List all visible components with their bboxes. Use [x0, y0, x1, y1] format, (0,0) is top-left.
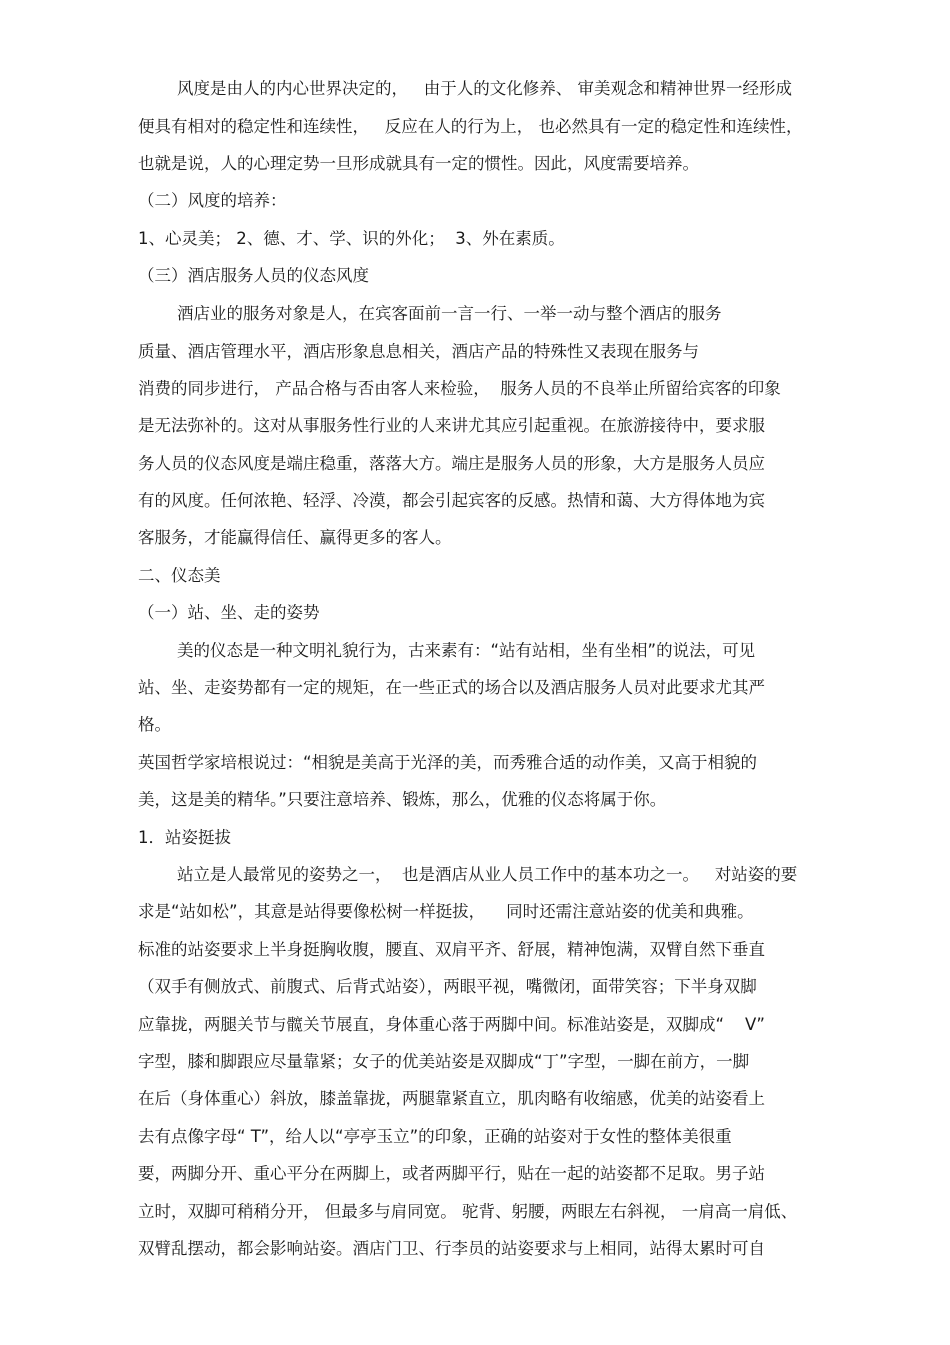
text-line: 客服务，才能赢得信任、赢得更多的客人。	[138, 528, 452, 547]
text-line: 消费的同步进行， 产品合格与否由客人来检验， 服务人员的不良举止所留给宾客的印象	[138, 379, 781, 398]
text-line: 在后（身体重心）斜放，膝盖靠拢，两腿靠紧直立，肌肉略有收缩感，优美的站姿看上	[138, 1089, 765, 1108]
section-heading: 二、仪态美	[138, 566, 221, 585]
text-line: 美，这是美的精华。”只要注意培养、锻炼，那么，优雅的仪态将属于你。	[138, 790, 667, 809]
text-line: 有的风度。任何浓艳、轻浮、冷漠，都会引起宾客的反感。热情和蔼、大方得体地为宾	[138, 491, 765, 510]
text-line: 质量、酒店管理水平，酒店形象息息相关，酒店产品的特殊性又表现在服务与	[138, 342, 699, 361]
text-line: 英国哲学家培根说过：“相貌是美高于光泽的美，而秀雅合适的动作美，又高于相貌的	[138, 753, 758, 772]
text-line: 标准的站姿要求上半身挺胸收腹，腰直、双肩平齐、舒展，精神饱满，双臂自然下垂直	[138, 940, 765, 959]
text-line: 格。	[138, 715, 171, 734]
text-line: 应靠拢，两腿关节与髋关节展直，身体重心落于两脚中间。标准站姿是，双脚成“ V”	[138, 1015, 765, 1034]
section-heading: 1．站姿挺拔	[138, 828, 231, 847]
text-line: 风度是由人的内心世界决定的， 由于人的文化修养、 审美观念和精神世界一经形成	[177, 79, 792, 98]
text-line: 双臂乱摆动，都会影响站姿。酒店门卫、行李员的站姿要求与上相同，站得太累时可自	[138, 1239, 765, 1258]
text-line: 站立是人最常见的姿势之一， 也是酒店从业人员工作中的基本功之一。 对站姿的要	[177, 865, 798, 884]
text-line: 字型，膝和脚跟应尽量靠紧；女子的优美站姿是双脚成“丁”字型，一脚在前方，一脚	[138, 1052, 750, 1071]
text-line: （双手有侧放式、前腹式、后背式站姿），两眼平视，嘴微闭，面带笑容；下半身双脚	[138, 977, 757, 996]
text-line: 站、坐、走姿势都有一定的规矩，在一些正式的场合以及酒店服务人员对此要求尤其严	[138, 678, 765, 697]
section-heading: （二）风度的培养：	[138, 191, 287, 210]
text-line: 1、心灵美； 2、德、才、学、识的外化； 3、外在素质。	[138, 229, 565, 248]
text-line: 是无法弥补的。这对从事服务性行业的人来讲尤其应引起重视。在旅游接待中，要求服	[138, 416, 765, 435]
section-heading: （一）站、坐、走的姿势	[138, 603, 320, 622]
text-line: 要，两脚分开、重心平分在两脚上，或者两脚平行，贴在一起的站姿都不足取。男子站	[138, 1164, 765, 1183]
text-line: 也就是说，人的心理定势一旦形成就具有一定的惯性。因此，风度需要培养。	[138, 154, 699, 173]
text-line: 便具有相对的稳定性和连续性， 反应在人的行为上， 也必然具有一定的稳定性和连续性，	[138, 117, 803, 136]
text-line: 务人员的仪态风度是端庄稳重，落落大方。端庄是服务人员的形象，大方是服务人员应	[138, 454, 765, 473]
text-line: 去有点像字母“ T”，给人以“亭亭玉立”的印象，正确的站姿对于女性的整体美很重	[138, 1127, 732, 1146]
text-line: 求是“站如松”，其意是站得要像松树一样挺拔， 同时还需注意站姿的优美和典雅。	[138, 902, 754, 921]
section-heading: （三）酒店服务人员的仪态风度	[138, 266, 369, 285]
text-line: 立时，双脚可稍稍分开， 但最多与肩同宽。 驼背、躬腰，两眼左右斜视， 一肩高一肩低、	[138, 1202, 798, 1221]
text-line: 酒店业的服务对象是人，在宾客面前一言一行、一举一动与整个酒店的服务	[177, 304, 722, 323]
text-line: 美的仪态是一种文明礼貌行为，古来素有：“站有站相，坐有坐相”的说法，可见	[177, 641, 756, 660]
